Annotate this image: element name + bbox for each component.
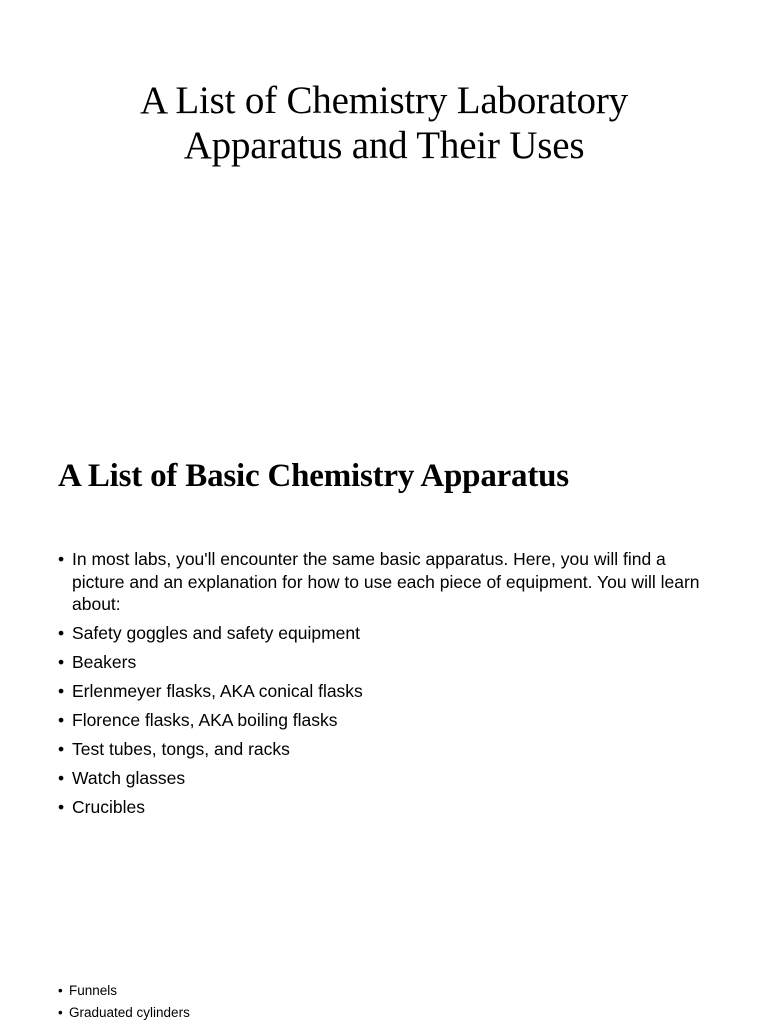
bullet-icon: • xyxy=(58,768,65,788)
bullet-icon: • xyxy=(58,681,65,701)
list-item-text: Florence flasks, AKA boiling flasks xyxy=(72,710,338,730)
list-item xyxy=(58,982,358,1000)
list-item xyxy=(56,651,706,674)
list-item-text: Watch glasses xyxy=(72,768,186,788)
list-item-text: Beakers xyxy=(72,652,137,672)
list-item xyxy=(56,767,706,790)
list-item xyxy=(56,622,706,645)
apparatus-continued-list xyxy=(58,982,358,1026)
section-heading: A List of Basic Chemistry Apparatus xyxy=(58,458,569,494)
bullet-icon: • xyxy=(58,797,65,817)
list-item-text: Erlenmeyer flasks, AKA conical flasks xyxy=(72,681,363,701)
bullet-icon: • xyxy=(58,739,65,759)
bullet-icon: • xyxy=(58,983,63,998)
slide-title-line-2: Apparatus and Their Uses xyxy=(183,124,585,167)
bullet-icon: • xyxy=(58,652,65,672)
apparatus-bullet-list xyxy=(56,548,706,825)
list-item-text: Funnels xyxy=(69,983,118,998)
list-item xyxy=(58,1004,358,1022)
slide-title-line-1: A List of Chemistry Laboratory xyxy=(140,79,628,122)
list-item xyxy=(56,738,706,761)
list-item xyxy=(56,709,706,732)
bullet-icon: • xyxy=(58,710,65,730)
list-item-text: Graduated cylinders xyxy=(69,1005,190,1020)
list-item-text: Safety goggles and safety equipment xyxy=(72,623,360,643)
bullet-icon: • xyxy=(58,623,65,643)
list-item-text: Test tubes, tongs, and racks xyxy=(72,739,290,759)
list-item xyxy=(56,680,706,703)
list-item xyxy=(56,796,706,819)
bullet-icon: • xyxy=(58,549,65,569)
list-item xyxy=(56,548,706,616)
list-item-text: Crucibles xyxy=(72,797,145,817)
bullet-icon: • xyxy=(58,1005,63,1020)
slide-title xyxy=(60,78,708,168)
list-item-text: In most labs, you'll encounter the same basic apparatus. Here, you will find a picture and an explanation for how to use each piece of equipment. You will learn about: xyxy=(72,549,700,614)
